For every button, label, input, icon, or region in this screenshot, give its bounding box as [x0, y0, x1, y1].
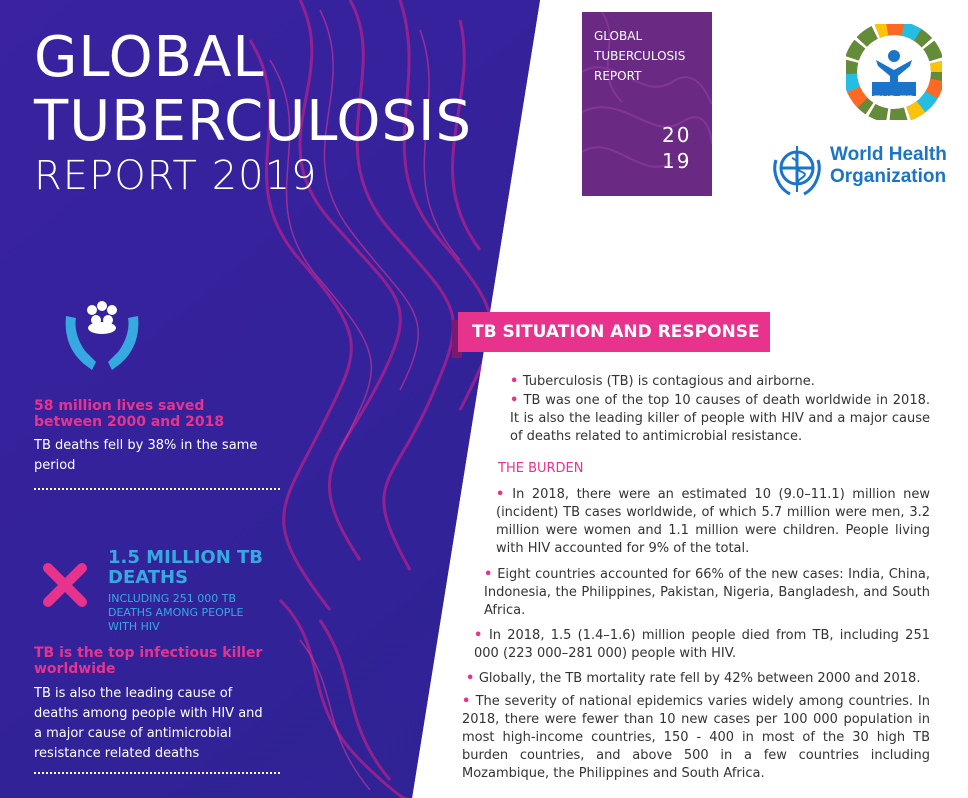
end-tb-text: END TB [873, 94, 915, 106]
list-item: • In 2018, there were an estimated 10 (9.0–11.1) million new (incident) TB cases worldwide, of which 5.7 million were men, 3.2 million were women and 1.1 million were children. People living with HIV accounted for 9% of the total. [496, 487, 930, 556]
list-item: • Eight countries accounted for 66% of the new cases: India, China, Indonesia, the Philippines, Pakistan, Nigeria, Bangladesh, and South Africa. [484, 567, 930, 618]
title-line-3: REPORT 2019 [34, 153, 318, 199]
list-item: • TB was one of the top 10 causes of death worldwide in 2018. It is also the leading killer of people with HIV and a major cause of deaths related to antimicrobial resistance. [510, 393, 930, 444]
cover-year: 20 19 [662, 123, 692, 173]
who-line-1: World Health [830, 144, 947, 165]
tb-deaths-subtext: INCLUDING 251 000 TB DEATHS AMONG PEOPLE WITH HIV [108, 592, 244, 633]
burden-heading: THE BURDEN [498, 461, 584, 476]
tb-deaths-figure: 1.5 MILLION TB DEATHS [108, 547, 264, 588]
cover-title: GLOBAL TUBERCULOSIS REPORT [594, 29, 686, 83]
lives-saved-highlight: 58 million lives saved between 2000 and 2018 [34, 398, 225, 430]
who-wordmark [830, 144, 947, 188]
list-item: • In 2018, 1.5 (1.4–1.6) million people died from TB, including 251 000 (223 000–281 000) people with HIV. [474, 628, 930, 661]
who-emblem-icon [768, 140, 826, 198]
title-line-2: TUBERCULOSIS [34, 89, 473, 154]
divider [34, 488, 280, 490]
section-title: TB SITUATION AND RESPONSE [472, 322, 760, 342]
hands-people-icon [62, 296, 142, 376]
top-killer-body: TB is also the leading cause of deaths among people with HIV and a major cause of antimicrobial resistance related deaths [34, 686, 263, 761]
list-item: • Globally, the TB mortality rate fell by 42% between 2000 and 2018. [466, 671, 921, 686]
top-killer-highlight: TB is the top infectious killer worldwide [34, 645, 263, 677]
cross-icon [40, 560, 90, 610]
who-line-2: Organization [830, 166, 947, 187]
list-item: • Tuberculosis (TB) is contagious and airborne. [510, 374, 815, 389]
lives-saved-body: TB deaths fell by 38% in the same period [34, 438, 258, 473]
end-tb-logo [846, 24, 942, 120]
section-banner [452, 312, 770, 352]
divider [34, 772, 280, 774]
title-line-1: GLOBAL [34, 25, 265, 90]
who-logo [768, 140, 958, 200]
report-cover-image [582, 12, 712, 196]
list-item: • The severity of national epidemics varies widely among countries. In 2018, there were fewer than 10 new cases per 100 000 population in most high-income countries, 150 - 400 in most of the 30 high TB burden countries, and above 500 in a few countries including Mozambique, the Philippines and South Africa. [462, 694, 930, 781]
